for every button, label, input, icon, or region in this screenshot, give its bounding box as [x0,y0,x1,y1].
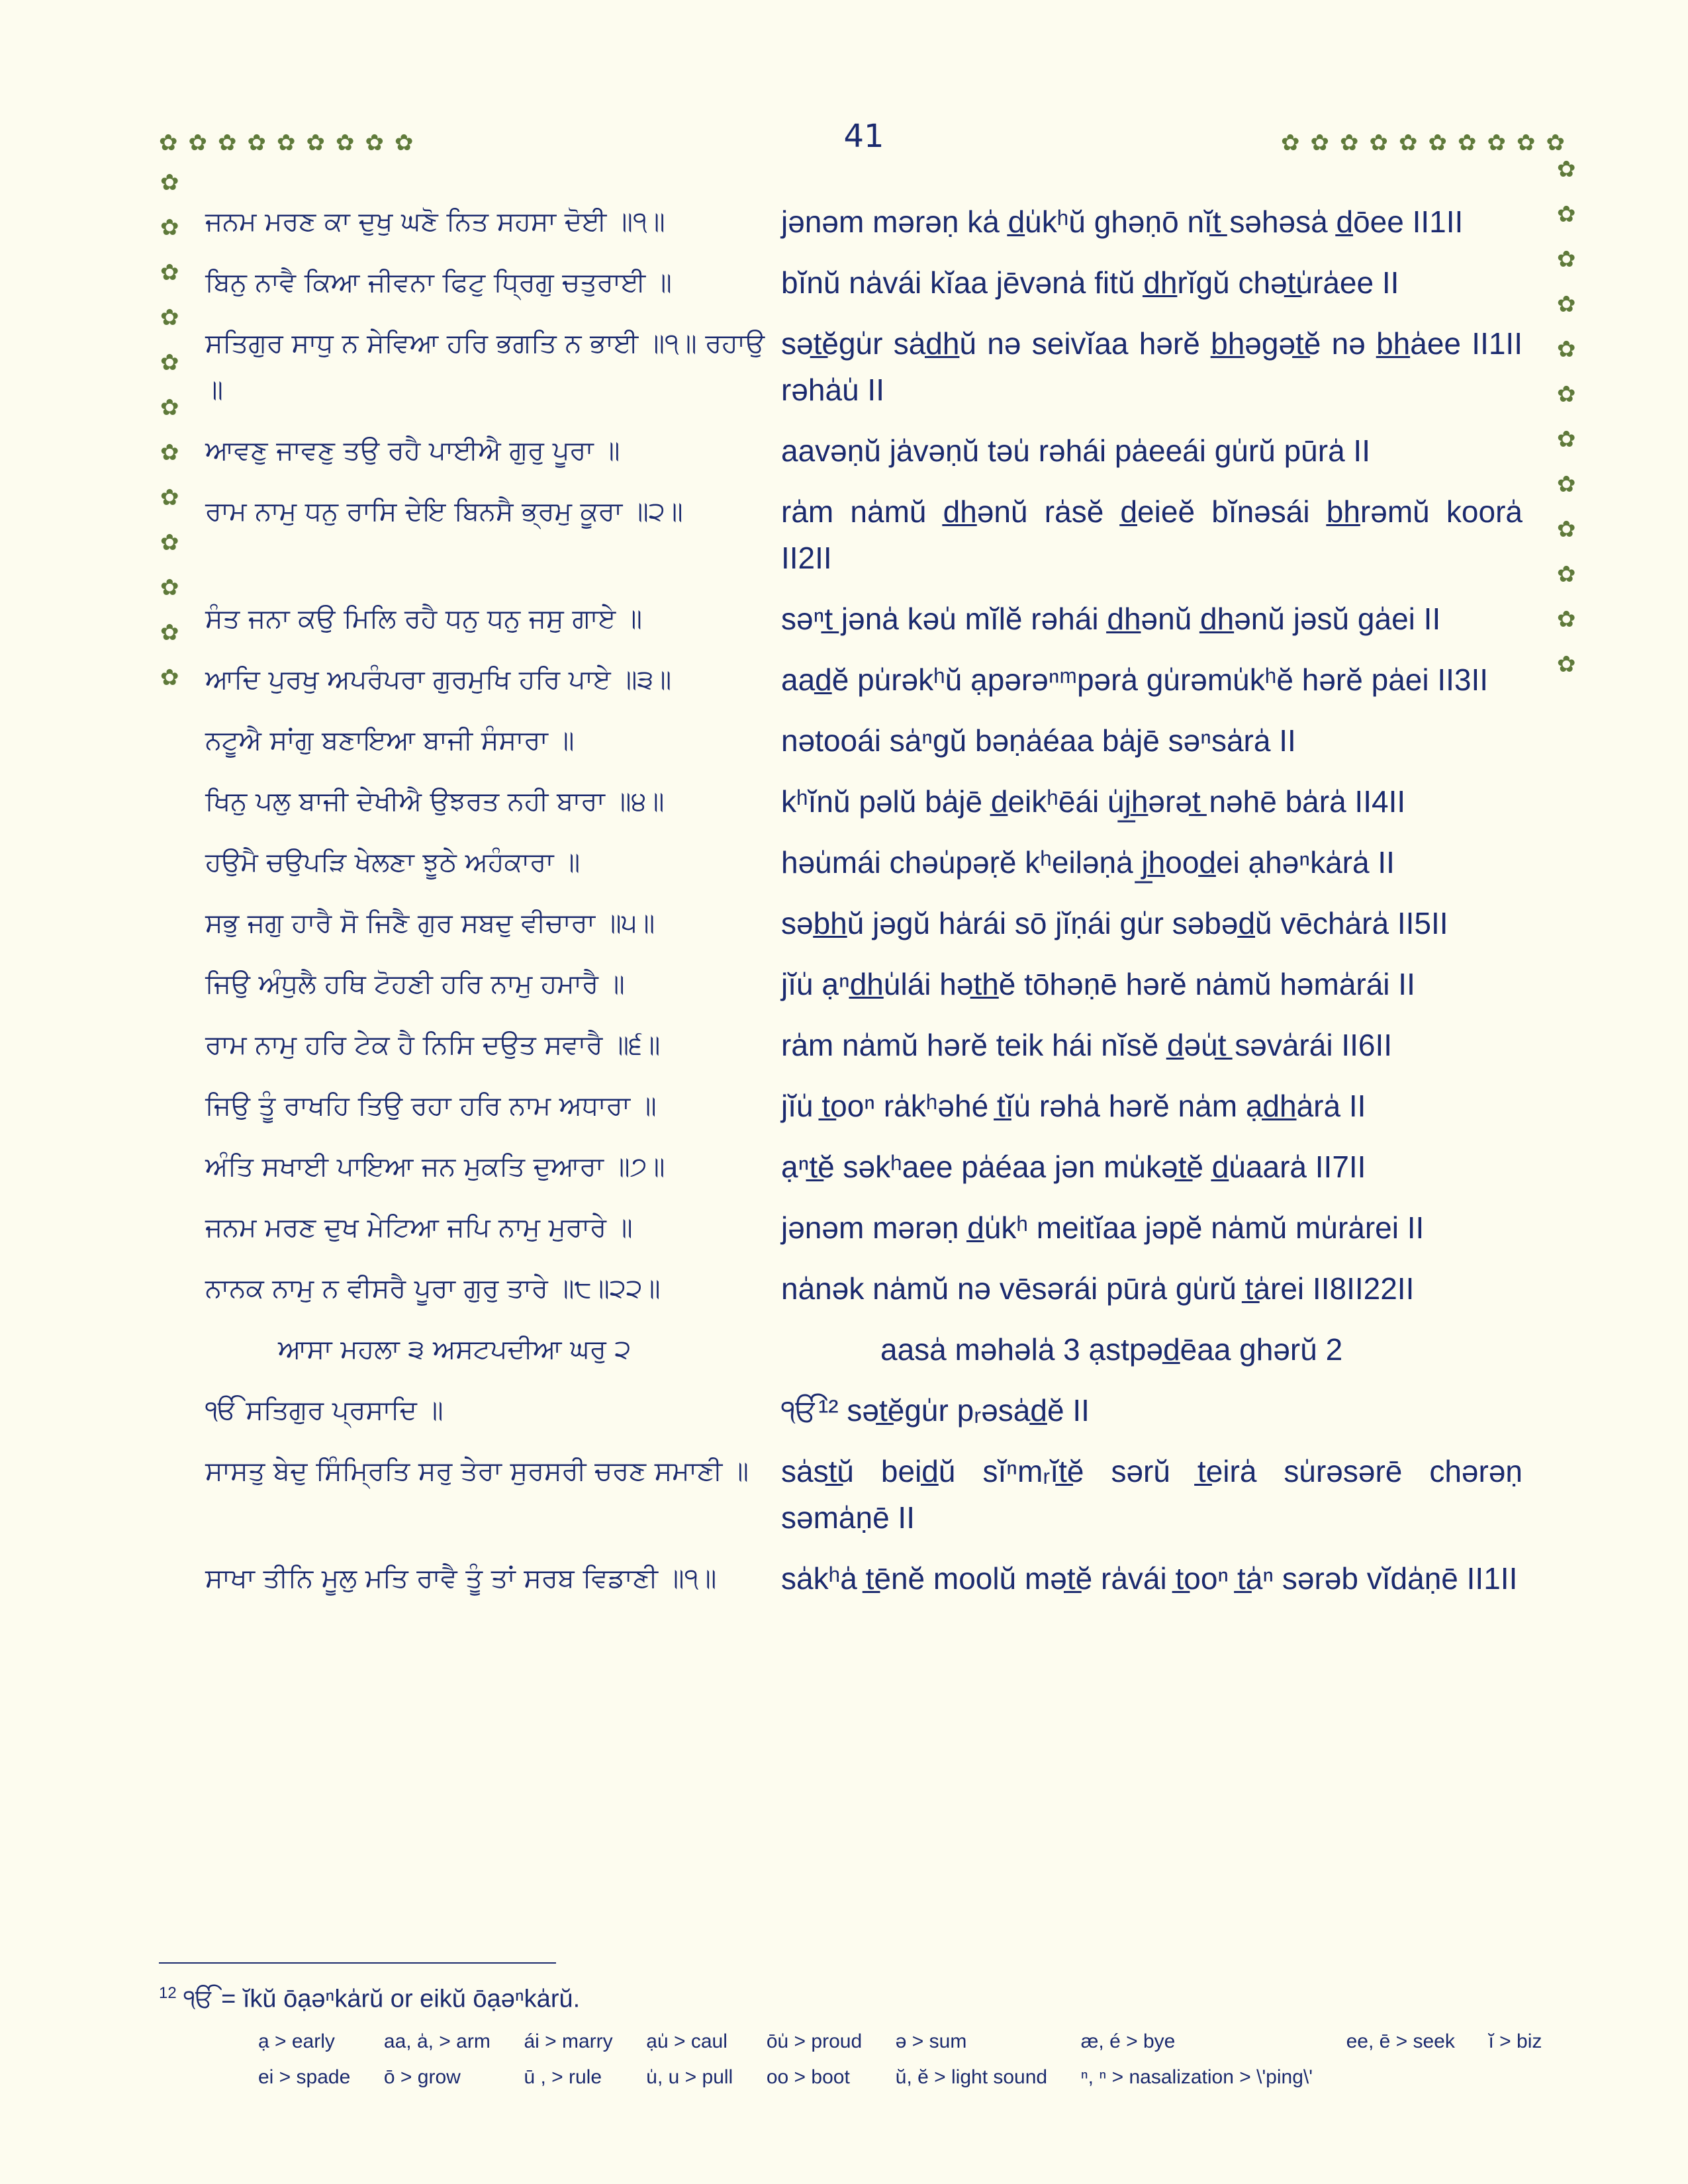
flower-icon: ✿ [1557,246,1576,273]
verse-row [205,1205,1523,1251]
pronunciation-legend [258,2030,1549,2089]
verse-row [205,1448,1523,1541]
legend-item: ạu̍ > caul [646,2030,727,2052]
flower-icon: ✿ [160,574,179,601]
flower-icon: ✿ [1557,381,1576,408]
verse-row [205,1555,1523,1602]
left-ornament [160,169,179,691]
flower-icon: ✿ [1310,130,1329,156]
gurmukhi-line: ਆਸਾ ਮਹਲਾ ੩ ਅਸਟਪਦੀਆ ਘਰੁ ੨ [278,1334,632,1365]
flower-icon: ✿ [160,214,179,241]
flower-icon: ✿ [1369,130,1388,156]
flower-icon: ✿ [365,130,384,156]
footnote-divider [159,1962,556,1964]
gurmukhi-line: ੴ ਸਤਿਗੁਰ ਪ੍ਰਸਾਦਿ ॥ [205,1395,444,1426]
verse-row [205,259,1523,306]
flower-icon: ✿ [1557,426,1576,453]
transliteration-line: kʰĭnŭ pəlŭ ba̍jē d̲eikʰēái u̍j̲h̲ərət̲ nəhē ba̍ra̍ II4II [781,784,1406,819]
verse-row [205,839,1523,886]
flower-icon: ✿ [247,130,266,156]
flower-icon: ✿ [160,439,179,466]
verse-row [205,596,1523,642]
flower-icon: ✿ [1281,130,1300,156]
gurmukhi-line: ਬਿਨੁ ਨਾਵੈ ਕਿਆ ਜੀਵਨਾ ਫਿਟੁ ਧ੍ਰਿਗੁ ਚਤੁਰਾਈ ॥ [205,267,672,298]
flower-icon: ✿ [160,529,179,556]
legend-item: ái > marry [524,2030,613,2052]
legend-item: ŭ, ĕ > light sound [895,2066,1048,2088]
flower-icon: ✿ [1399,130,1418,156]
transliteration-line: səb̲h̲ŭ jəgŭ ha̍rái sō jĭṇái gu̍r səbəd̲ŭ vēcha̍ra̍ II5II [781,906,1448,940]
flower-icon: ✿ [336,130,355,156]
gurmukhi-line: ਸਾਸਤੁ ਬੇਦੁ ਸਿੰਮ੍ਰਿਤਿ ਸਰੁ ਤੇਰਾ ਸੁਰਸਰੀ ਚਰਣ ਸਮਾਣੀ ॥ [205,1456,749,1486]
legend-item: æ, é > bye [1080,2030,1176,2052]
right-ornament [1557,156,1576,678]
gurmukhi-line: ਅੰਤਿ ਸਖਾਈ ਪਾਇਆ ਜਨ ਮੁਕਤਿ ਦੁਆਰਾ ॥੭॥ [205,1152,665,1182]
flower-icon: ✿ [1557,606,1576,633]
legend-item: ⁿ, ⁿ > nasalization > \'ping\' [1080,2066,1313,2088]
gurmukhi-line: ਜਿਉ ਤੂੰ ਰਾਖਹਿ ਤਿਉ ਰਹਾ ਹਰਿ ਨਾਮ ਅਧਾਰਾ ॥ [205,1091,657,1121]
transliteration-line: ra̍m na̍mŭ hərĕ teik hái nĭsĕ d̲əu̍t̲ səva̍rái II6II [781,1028,1393,1062]
gurmukhi-line: ਜਿਉ ਅੰਧੁਲੈ ਹਥਿ ਟੋਹਣੀ ਹਰਿ ਨਾਮੁ ਹਮਾਰੈ ॥ [205,969,625,999]
legend-item: ạ > early [258,2030,335,2052]
legend-item: ə > sum [895,2030,967,2052]
section-heading [205,1326,1523,1373]
legend-item: ō > grow [383,2066,461,2088]
verse-row [205,1265,1523,1312]
verse-row [205,320,1523,413]
legend-item: oo > boot [766,2066,850,2088]
verse-row [205,1387,1523,1433]
transliteration-line: sət̲ĕgu̍r sa̍d̲h̲ŭ nə seivĭaa hərĕ b̲h̲əgət̲ĕ nə b̲h̲a̍ee II1II rəha̍u̍ II [781,326,1523,407]
legend-item: ĭ > biz [1488,2030,1542,2052]
transliteration-line: jənəm mərəṇ d̲u̍kʰ meitĭaa jəpĕ na̍mŭ mu̍ra̍rei II [781,1210,1425,1245]
flower-icon: ✿ [1557,201,1576,228]
transliteration-line: jĭu̍ t̲ooⁿ ra̍kʰəhé t̲ĭu̍ rəha̍ hərĕ na̍m ạd̲h̲a̍ra̍ II [781,1089,1366,1123]
flower-icon: ✿ [1557,651,1576,678]
flower-icon: ✿ [160,169,179,196]
verse-row [205,199,1523,245]
flower-icon: ✿ [218,130,237,156]
flower-icon: ✿ [1340,130,1359,156]
flower-icon: ✿ [160,304,179,331]
verse-row [205,900,1523,946]
transliteration-line: jənəm mərəṇ ka̍ d̲u̍kʰŭ ghəṇō nĭt̲ səhəsa̍ d̲ōee II1II [781,205,1464,239]
gurmukhi-line: ਖਿਨੁ ਪਲੁ ਬਾਜੀ ਦੇਖੀਐ ਉਝਰਤ ਨਹੀ ਬਾਰਾ ॥੪॥ [205,786,665,817]
verse-row [205,717,1523,764]
top-left-ornament [159,130,414,156]
transliteration-line: aad̲ĕ pu̍rəkʰŭ ạpərəⁿᵐpəra̍ gu̍rəmu̍kʰĕ hərĕ pa̍ei II3II [781,662,1489,697]
verse-row [205,488,1523,581]
transliteration-line: bĭnŭ na̍vái kĭaa jēvəna̍ fitŭ d̲h̲rĭgŭ chət̲u̍ra̍ee II [781,265,1399,300]
verse-table [205,199,1523,1616]
footnote-text: ੴ = ĭkŭ ōạəⁿka̍rŭ or eikŭ ōạəⁿka̍rŭ. [183,1985,581,2013]
transliteration-line: nətooái sa̍ⁿgŭ bəṇa̍éaa ba̍jē səⁿsa̍ra̍ II [781,723,1296,758]
legend-item: ōu̍ > proud [766,2030,863,2052]
flower-icon: ✿ [160,394,179,421]
legend-item: u̍, u > pull [646,2066,733,2088]
flower-icon: ✿ [1557,561,1576,588]
transliteration-line: ra̍m na̍mŭ d̲h̲ənŭ ra̍sĕ d̲eieĕ bĭnəsái b̲h̲rəmŭ koora̍ II2II [781,494,1523,575]
flower-icon: ✿ [1517,130,1536,156]
gurmukhi-line: ਸਭੁ ਜਗੁ ਹਾਰੈ ਸੋ ਜਿਣੈ ਗੁਰ ਸਬਦੁ ਵੀਚਾਰਾ ॥੫॥ [205,908,655,938]
transliteration-line: sa̍kʰa̍ t̲ēnĕ moolŭ mət̲ĕ ra̍vái t̲ooⁿ t̲a̍ⁿ sərəb vĭda̍ṇē II1II [781,1561,1518,1596]
top-right-ornament [1281,130,1565,156]
gurmukhi-line: ਜਨਮ ਮਰਣ ਦੁਖ ਮੇਟਿਆ ਜਪਿ ਨਾਮੁ ਮੁਰਾਰੇ ॥ [205,1212,633,1243]
flower-icon: ✿ [1557,336,1576,363]
transliteration-line: na̍nək na̍mŭ nə vēsərái pūra̍ gu̍rŭ t̲a̍rei II8II22II [781,1271,1415,1306]
flower-icon: ✿ [395,130,414,156]
footnote [159,1984,1483,2014]
gurmukhi-line: ਸੰਤ ਜਨਾ ਕਉ ਮਿਲਿ ਰਹੈ ਧਨੁ ਧਨੁ ਜਸੁ ਗਾਏ ॥ [205,604,642,634]
gurmukhi-line: ਰਾਮ ਨਾਮੁ ਧਨੁ ਰਾਸਿ ਦੇਇ ਬਿਨਸੈ ਭ੍ਰਮੁ ਕੂਰਾ ॥੨॥ [205,496,683,527]
transliteration-line: sa̍st̲ŭ beid̲ŭ sĭⁿmᵣĭt̲ĕ sərŭ t̲eira̍ su̍rəsərē chərəṇ səma̍ṇē II [781,1454,1523,1535]
flower-icon: ✿ [277,130,296,156]
flower-icon: ✿ [160,349,179,376]
flower-icon: ✿ [1458,130,1477,156]
flower-icon: ✿ [1557,156,1576,183]
verse-row [205,961,1523,1007]
flower-icon: ✿ [160,484,179,511]
flower-icon: ✿ [1557,471,1576,498]
gurmukhi-line: ਹਉਮੈ ਚਉਪੜਿ ਖੇਲਣਾ ਝੂਠੇ ਅਹੰਕਾਰਾ ॥ [205,847,581,878]
gurmukhi-line: ਆਦਿ ਪੁਰਖੁ ਅਪਰੰਪਰਾ ਗੁਰਮੁਖਿ ਹਰਿ ਪਾਏ ॥੩॥ [205,664,672,695]
transliteration-line: səⁿt̲ jəna̍ kəu̍ mĭlĕ rəhái d̲h̲ənŭ d̲h̲ənŭ jəsŭ ga̍ei II [781,602,1441,636]
verse-row [205,657,1523,703]
flower-icon: ✿ [306,130,325,156]
verse-row [205,1144,1523,1190]
transliteration-line: jĭu̍ ạⁿd̲h̲u̍lái hət̲h̲ĕ tōhəṇē hərĕ na̍mŭ həma̍rái II [781,967,1415,1001]
flower-icon: ✿ [1546,130,1565,156]
footnote-marker: 12 [159,1984,177,2002]
gurmukhi-line: ਆਵਣੁ ਜਾਵਣੁ ਤਉ ਰਹੈ ਪਾਈਐ ਗੁਰੁ ਪੂਰਾ ॥ [205,435,620,466]
flower-icon: ✿ [1557,291,1576,318]
verse-row [205,778,1523,825]
transliteration-line: aavəṇŭ ja̍vəṇŭ təu̍ rəhái pa̍eeái gu̍rŭ pūra̍ II [781,433,1370,468]
verse-row [205,1083,1523,1129]
gurmukhi-line: ਨਟੂਐ ਸਾਂਗੁ ਬਣਾਇਆ ਬਾਜੀ ਸੰਸਾਰਾ ॥ [205,725,575,756]
legend-item: ei > spade [258,2066,351,2088]
transliteration-line: ạⁿt̲ĕ səkʰaee pa̍éaa jən mu̍kət̲ĕ d̲u̍aara̍ II7II [781,1150,1366,1184]
legend-item: ee, ē > seek [1346,2030,1455,2052]
gurmukhi-line: ਸਾਖਾ ਤੀਨਿ ਮੂਲੁ ਮਤਿ ਰਾਵੈ ਤੂੰ ਤਾਂ ਸਰਬ ਵਿਡਾਣੀ ॥੧॥ [205,1563,717,1594]
gurmukhi-line: ਜਨਮ ਮਰਣ ਕਾ ਦੁਖੁ ਘਣੋ ਨਿਤ ਸਹਸਾ ਦੋਈ ॥੧॥ [205,206,665,237]
flower-icon: ✿ [160,259,179,286]
transliteration-line: ੴ¹² sət̲ĕgu̍r pᵣəsa̍d̲ĕ II [781,1393,1090,1428]
flower-icon: ✿ [160,664,179,691]
legend-item: ū , > rule [524,2066,602,2088]
flower-icon: ✿ [160,619,179,646]
page-number: 41 [843,118,884,155]
gurmukhi-line: ਨਾਨਕ ਨਾਮੁ ਨ ਵੀਸਰੈ ਪੂਰਾ ਗੁਰੁ ਤਾਰੇ ॥੮॥੨੨॥ [205,1273,661,1304]
verse-row [205,428,1523,474]
transliteration-line: həu̍mái chəu̍pəṛĕ kʰeiləṇa̍ j̲h̲ood̲ei ạhəⁿka̍ra̍ II [781,845,1395,880]
flower-icon: ✿ [159,130,178,156]
gurmukhi-line: ਰਾਮ ਨਾਮੁ ਹਰਿ ਟੇਕ ਹੈ ਨਿਸਿ ਦਉਤ ਸਵਾਰੈ ॥੬॥ [205,1030,661,1060]
verse-row [205,1022,1523,1068]
gurmukhi-line: ਸਤਿਗੁਰ ਸਾਧੁ ਨ ਸੇਵਿਆ ਹਰਿ ਭਗਤਿ ਨ ਭਾਈ ॥੧॥ ਰਹਾਉ ॥ [205,328,765,405]
legend-item: aa, a̍, > arm [383,2030,491,2052]
flower-icon: ✿ [1487,130,1506,156]
flower-icon: ✿ [1428,130,1447,156]
transliteration-line: aasa̍ məhəla̍ 3 ạstpəd̲ēaa ghərŭ 2 [880,1332,1343,1367]
flower-icon: ✿ [188,130,207,156]
flower-icon: ✿ [1557,516,1576,543]
